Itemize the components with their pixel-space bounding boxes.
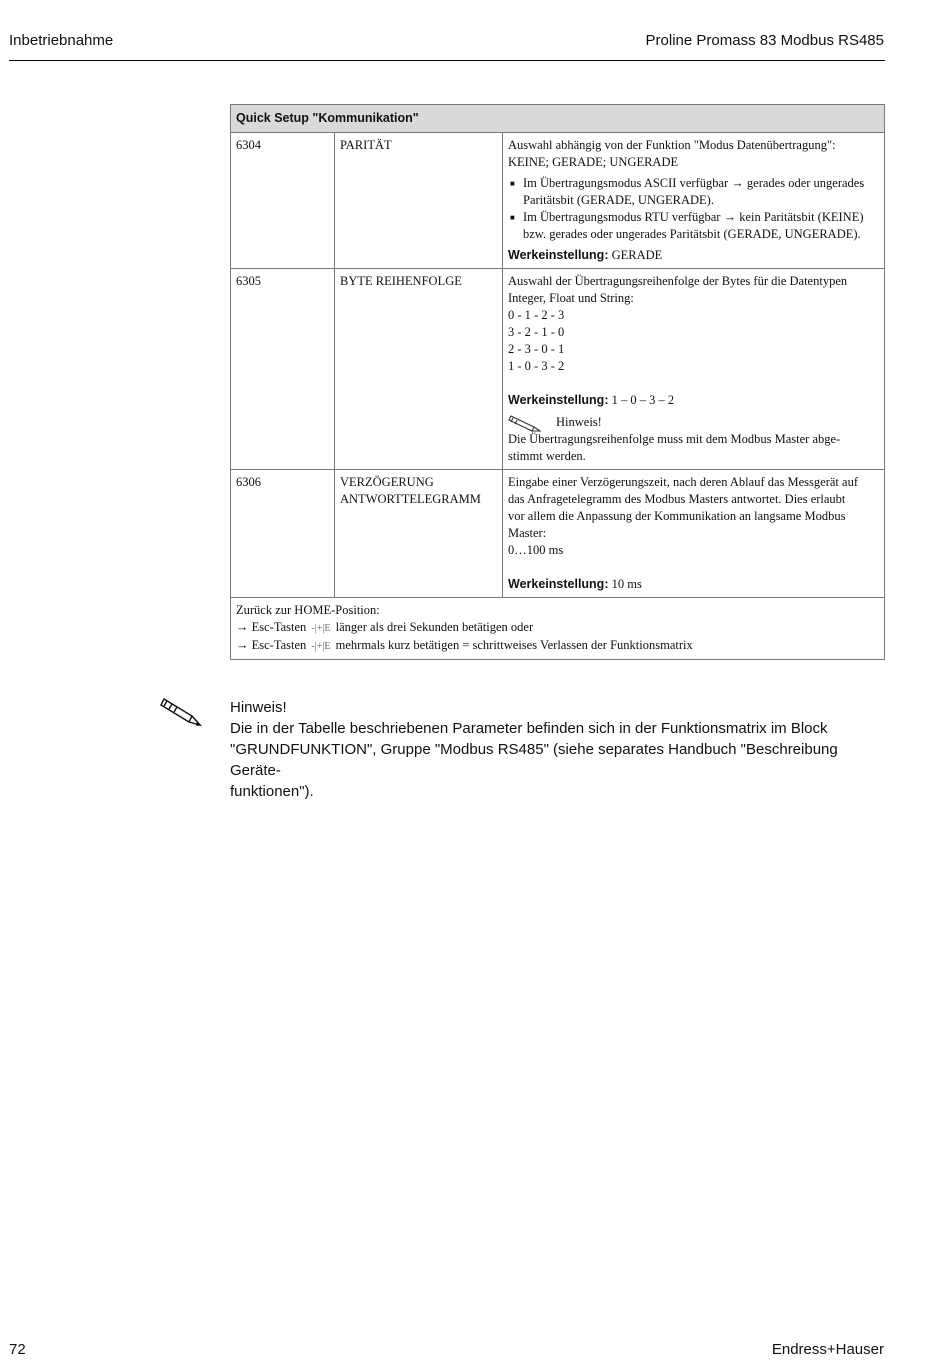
home-position-instructions <box>231 598 885 660</box>
table-footer-row <box>231 598 885 660</box>
default-setting-value: GERADE <box>611 248 663 262</box>
table-title: Quick Setup "Kommunikation" <box>231 105 885 133</box>
description-line: Eingabe einer Verzögerungszeit, nach deren Ablauf das Messgerät auf <box>508 475 858 489</box>
default-setting-label: Werkeinstellung: <box>508 248 609 262</box>
function-code: 6306 <box>231 470 335 598</box>
hint-block <box>230 697 870 802</box>
esc-keys-icon: -|+|E <box>311 623 331 634</box>
function-name: BYTE REIHENFOLGE <box>335 269 503 470</box>
brand-name: Endress+Hauser <box>771 1341 884 1358</box>
esc-keys-icon: -|+|E <box>311 641 331 652</box>
default-setting-value: 1 – 0 – 3 – 2 <box>611 393 675 407</box>
note-label: Hinweis! <box>556 415 602 429</box>
page-number: 72 <box>9 1341 26 1358</box>
byte-order-option: 0 - 1 - 2 - 3 <box>508 308 565 322</box>
description-line: das Anfragetelegramm des Modbus Masters antwortet. Dies erlaubt <box>508 492 846 506</box>
function-code: 6305 <box>231 269 335 470</box>
table-row <box>231 470 885 598</box>
note-text-line: stimmt werden. <box>508 449 586 463</box>
function-description <box>503 269 885 470</box>
home-position-step: → Esc-Tasten -|+|E länger als drei Sekunden betätigen oder <box>236 619 879 637</box>
home-position-step: → Esc-Tasten -|+|E mehrmals kurz betätigen = schrittweises Verlassen der Funktionsmatrix <box>236 637 879 655</box>
description-line: Master: <box>508 526 547 540</box>
quick-setup-table <box>230 104 885 660</box>
function-code: 6304 <box>231 133 335 269</box>
table-row <box>231 269 885 470</box>
bullet-list <box>508 175 879 243</box>
byte-order-option: 1 - 0 - 3 - 2 <box>508 359 565 373</box>
default-setting-value: 10 ms <box>611 577 642 591</box>
table-row <box>231 133 885 269</box>
default-setting-label: Werkeinstellung: <box>508 577 609 591</box>
hint-title: Hinweis! <box>230 699 287 716</box>
function-name: PARITÄT <box>335 133 503 269</box>
description-line: Integer, Float und String: <box>508 291 634 305</box>
function-name-line: ANTWORTTELEGRAMM <box>340 492 481 506</box>
byte-order-option: 3 - 2 - 1 - 0 <box>508 325 565 339</box>
description-line: KEINE; GERADE; UNGERADE <box>508 155 679 169</box>
header-section-title: Inbetriebnahme <box>9 32 114 49</box>
function-description <box>503 470 885 598</box>
pencil-icon <box>160 694 204 733</box>
default-setting-label: Werkeinstellung: <box>508 393 609 407</box>
description-line: Auswahl der Übertragungsreihenfolge der Bytes für die Datentypen <box>508 274 848 288</box>
description-line: vor allem die Anpassung der Kommunikation an langsame Modbus <box>508 509 846 523</box>
bullet-item: ■ Im Übertragungsmodus ASCII verfügbar → gerades oder ungerades Paritätsbit (GERADE, UNGERADE). <box>508 175 879 209</box>
note-text-line: Die Übertragungsreihenfolge muss mit dem Modbus Master abge- <box>508 432 841 446</box>
header-rule <box>9 60 885 61</box>
header-product-title: Proline Promass 83 Modbus RS485 <box>645 32 884 49</box>
hint-text-line: "GRUNDFUNKTION", Gruppe "Modbus RS485" (siehe separates Handbuch "Beschreibung Geräte- <box>230 741 838 779</box>
default-setting <box>508 576 879 593</box>
bullet-item: ■ Im Übertragungsmodus RTU verfügbar → kein Paritätsbit (KEINE) bzw. gerades oder ungerades Paritätsbit (GERADE, UNGERADE). <box>508 209 879 243</box>
default-setting <box>508 392 879 409</box>
hint-text-line: Die in der Tabelle beschriebenen Parameter befinden sich in der Funktionsmatrix im Block <box>230 720 828 737</box>
function-description <box>503 133 885 269</box>
home-position-title: Zurück zur HOME-Position: <box>236 603 380 617</box>
note-heading <box>508 414 879 431</box>
function-name <box>335 470 503 598</box>
pencil-icon <box>508 412 542 437</box>
byte-order-option: 2 - 3 - 0 - 1 <box>508 342 565 356</box>
default-setting <box>508 247 879 264</box>
description-line: Auswahl abhängig von der Funktion "Modus Datenübertragung": <box>508 138 836 152</box>
hint-text-line: funktionen"). <box>230 783 314 800</box>
description-line: 0…100 ms <box>508 543 564 557</box>
function-name-line: VERZÖGERUNG <box>340 475 434 489</box>
table-header-row <box>231 105 885 133</box>
